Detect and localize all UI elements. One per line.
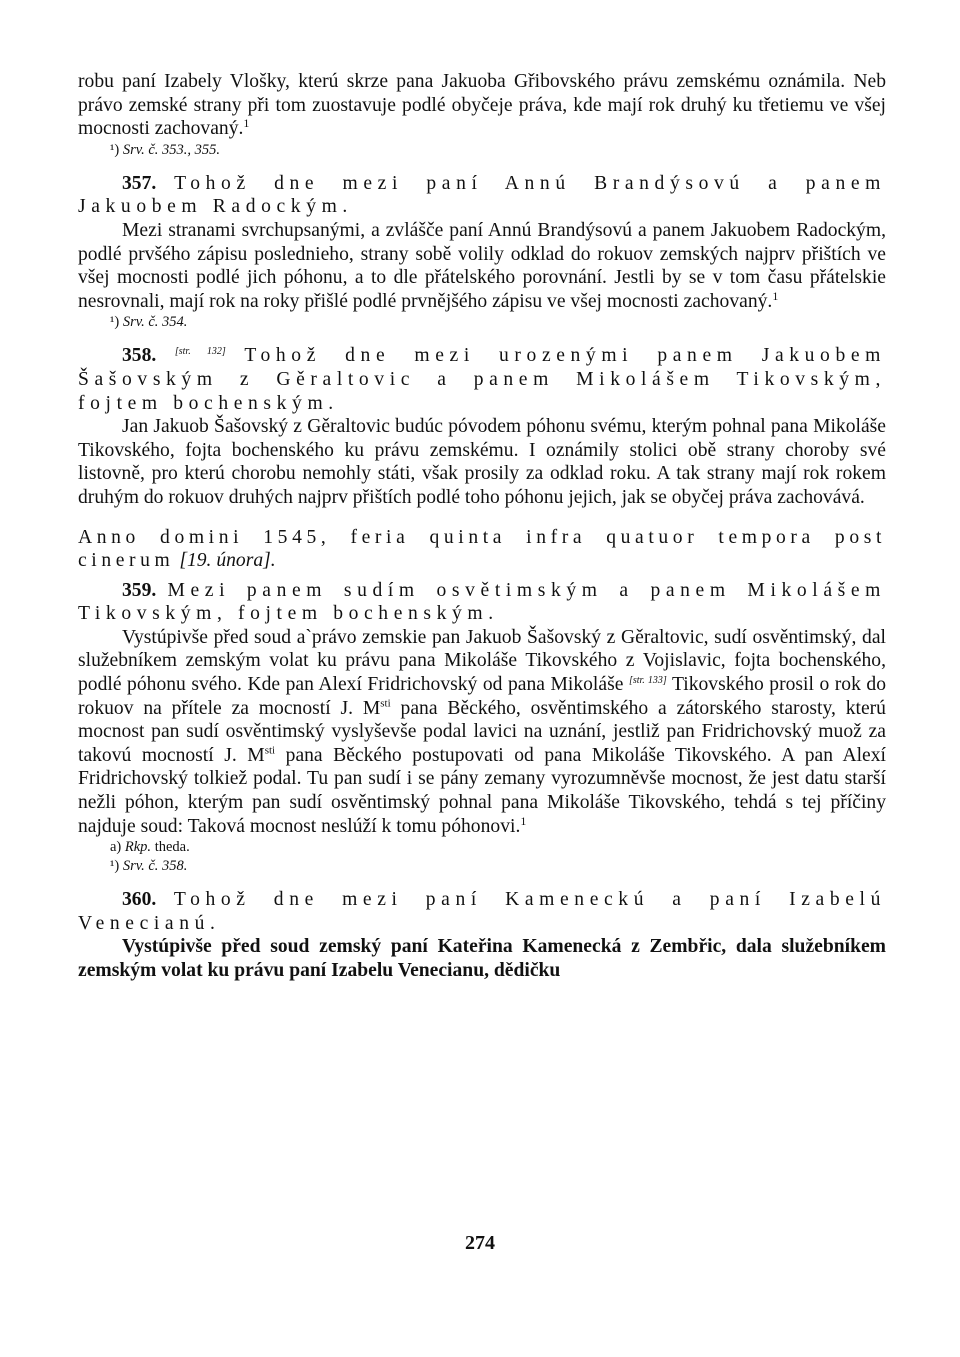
entry-number: 359.	[122, 579, 157, 601]
footnote-number: a)	[110, 839, 122, 856]
entry-body-357	[78, 219, 886, 313]
entry-body-359	[78, 626, 886, 838]
footnote-reference: 1	[772, 288, 779, 303]
footnote	[78, 313, 886, 332]
entry-title: Tohož dne mezi urozenými panem Jakuobem Šašovským z Gěraltovic a panem Mikolášem Tikovským, fojtem bochenským.	[78, 345, 886, 414]
intro-text: robu paní Izabely Vlošky, kterú skrze pana Jakuoba Gřibovského právu zemskému oznámila. Neb právo zemské strany při tom zuostavuje podlé obyčeje práva, kde mají rok druhý ku třetiemu ve všej mocnosti zachovaný.	[78, 71, 886, 140]
entry-title: Mezi panem sudím osvětimským a panem Mikolášem Tikovským, fojtem bochenským.	[78, 579, 886, 625]
footnote-number: ¹)	[110, 141, 120, 158]
body-text: pana Běckého, osvěntimského a zátorského starosty, kterú mocnost pan sudí osvěntimský vyslyševše podal lavici na uznání, jestliž pan Fridrichovský muož za takovú mocností J. M	[78, 697, 886, 766]
entry-body-358	[78, 415, 886, 509]
footnote-number: ¹)	[110, 858, 120, 875]
entry-number: 358.	[122, 345, 157, 367]
footnote	[78, 838, 886, 857]
page-number: 274	[465, 1232, 495, 1254]
body-text: Mezi stranami svrchupsanými, a zvlášče paní Annú Brandýsovú a panem Jakuobem Radockým, podlé prvšého zápisu poslednieho, strany sobě volily odklad do rokuov zemských najprv přištích ve všej mocnosti podlé jich póhonu, a to dle přátelského porovnání. Jestli by se v tom času přátelskie nesrovnali, mají rok na roky přišlé podlé prvnějšého zápisu ve všej mocnosti zachovaný.	[78, 219, 886, 312]
date-text: Anno domini 1545, feria quinta infra quatuor tempora post cinerum	[78, 526, 886, 572]
superscript: sti	[264, 744, 276, 757]
footnote	[78, 141, 886, 160]
entry-heading-358	[78, 344, 886, 415]
footnote-abbreviation: Srv. č.	[122, 314, 159, 331]
footnote-text: 353., 355.	[162, 141, 221, 158]
intro-paragraph	[78, 70, 886, 141]
body-text: Vystúpivše před soud a`právo zemskie pan Jakuob Šašovský z Gěraltovic, sudí osvěntimský, dal služebníkem zemským volat ku právu pana Mikoláše Tikovského z Vojislavic, fojta bochenského, podlé póhonu svého. Kde pan Alexí Fridrichovský od pana Mikoláše	[78, 626, 886, 696]
body-text: Jan Jakuob Šašovský z Gěraltovic budúc póvodem póhonu svému, kterým pohnal pana Mikoláše Tikovského, fojta bochenského ku právu zemskému. I oznámily stolici obě strany choroby své listovně, pro kterú chorobu nemohly státi, však prosily za odklad roku. A tak strany mají rok rokem druhým do rokuov druhých najprv přištích podlé toho póhonu jejich, jak se obyčej práva zachovává.	[78, 416, 886, 508]
page-marker: [str. 132]	[174, 346, 226, 358]
page-text	[78, 70, 886, 983]
footnote-text: 354.	[162, 314, 188, 331]
page-marker: [str. 133]	[628, 675, 667, 687]
footnote-reference: 1	[520, 813, 527, 828]
footnote-reference: 1	[243, 116, 250, 131]
entry-heading-357	[78, 172, 886, 219]
body-text: pana Běckého postupovati od pana Mikoláše Tikovského. A pan Alexí Fridrichovský tolkiež podal. Tu pan sudí i se pány zemany vyrozumněvše mocnost, že jest datu starší nežli póhon, kterým pan sudí osvěntimský pohnal pana Mikoláše Tikovského, tehdá s tej příčiny najduje soud: Taková mocnost neslúží k tomu póhonovi.	[78, 744, 886, 837]
footnote	[78, 857, 886, 876]
entry-heading-359	[78, 579, 886, 626]
date-line	[78, 526, 886, 573]
footnote-abbreviation: Rkp.	[124, 839, 152, 856]
entry-heading-360	[78, 888, 886, 935]
footnote-abbreviation: Srv. č.	[122, 858, 159, 875]
entry-title: Tohož dne mezi paní Annú Brandýsovú a panem Jakuobem Radockým.	[78, 172, 886, 218]
entry-number: 357.	[122, 172, 157, 194]
entry-body-360	[78, 935, 886, 982]
footnote-number: ¹)	[110, 314, 120, 331]
entry-number: 360.	[122, 889, 157, 911]
superscript: sti	[380, 697, 391, 710]
body-text: Tikovského prosil o rok do rokuov na přítele za mocností J. M	[78, 674, 887, 719]
body-text: Vystúpivše před soud zemský paní Kateřina Kamenecká z Zembřic, dala služebníkem zemským volat ku právu paní Izabelu Venecianu, dědičku	[78, 936, 886, 981]
footnote-text: 358.	[162, 858, 188, 875]
footnote-text: theda.	[154, 839, 190, 856]
date-bracket: [19. února].	[179, 550, 276, 572]
footnote-abbreviation: Srv. č.	[122, 141, 159, 158]
entry-title: Tohož dne mezi paní Kameneckú a paní Izabelú Venecianú.	[78, 889, 886, 934]
